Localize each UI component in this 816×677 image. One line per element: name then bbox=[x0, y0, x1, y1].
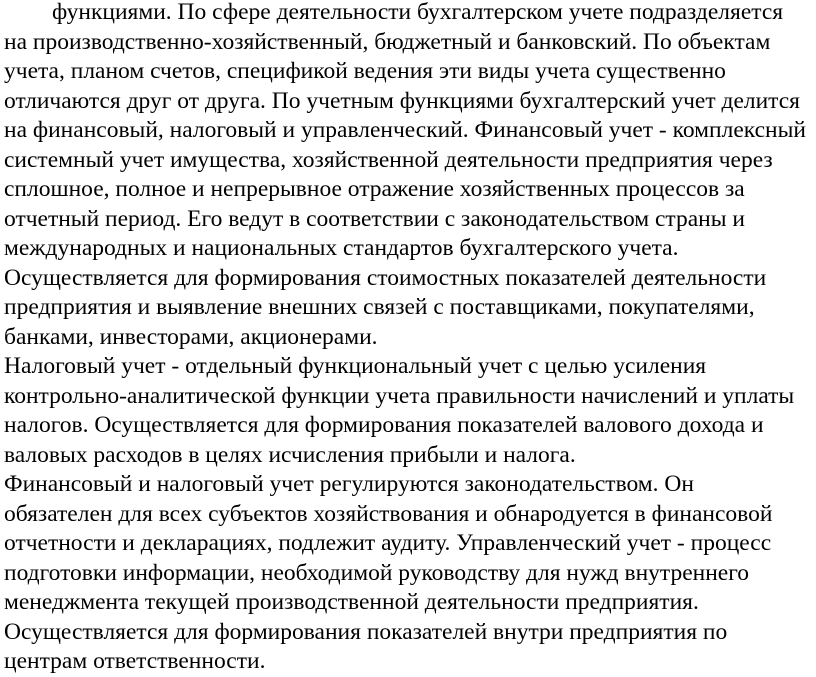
text-line: международных и национальных стандартов бухгалтерского учета. bbox=[4, 235, 679, 261]
text-line: обязателен для всех субъектов хозяйствования и обнародуется в финансовой bbox=[4, 500, 773, 527]
text-line: на производственно-хозяйственный, бюджетный и банковский. По объектам bbox=[4, 28, 771, 55]
text-line: Финансовый и налоговый учет регулируются законодательством. Он bbox=[4, 471, 694, 497]
text-line: учета, планом счетов, спецификой ведения эти виды учета существенно bbox=[4, 58, 726, 84]
text-line: отличаются друг от друга. По учетным функциями бухгалтерский учет делится bbox=[4, 87, 800, 114]
text-line: функциями. По сфере деятельности бухгалтерском учете подразделяется bbox=[52, 0, 784, 25]
text-line: Осуществляется для формирования стоимостных показателей деятельности bbox=[4, 264, 767, 291]
text-line: валовых расходов в целях исчисления прибыли и налога. bbox=[4, 441, 576, 468]
text-line: Налоговый учет - отдельный функциональный учет с целью усиления bbox=[4, 353, 707, 379]
text-line: системный учет имущества, хозяйственной деятельности предприятия через bbox=[4, 146, 773, 173]
text-line: банками, инвесторами, акционерами. bbox=[4, 323, 378, 350]
text-line: центрам ответственности. bbox=[4, 648, 266, 674]
document-body-text bbox=[4, 0, 812, 677]
text-line: Осуществляется для формирования показателей внутри предприятия по bbox=[4, 618, 728, 645]
text-line: подготовки информации, необходимой руководству для нужд внутреннего bbox=[4, 559, 750, 586]
text-line: отчетности и декларациях, подлежит аудиту. Управленческий учет - процесс bbox=[4, 530, 772, 556]
text-line: предприятия и выявление внешних связей с поставщиками, покупателями, bbox=[4, 294, 755, 320]
text-line: менеджмента текущей производственной деятельности предприятия. bbox=[4, 589, 699, 615]
text-line: контрольно-аналитической функции учета правильности начислений и уплаты bbox=[4, 382, 795, 409]
text-line: сплошное, полное и непрерывное отражение хозяйственных процессов за bbox=[4, 176, 745, 202]
text-line: на финансовый, налоговый и управленческий. Финансовый учет - комплексный bbox=[4, 117, 806, 143]
text-line: отчетный период. Его ведут в соответствии с законодательством страны и bbox=[4, 205, 745, 232]
text-line: налогов. Осуществляется для формирования показателей валового дохода и bbox=[4, 412, 764, 438]
